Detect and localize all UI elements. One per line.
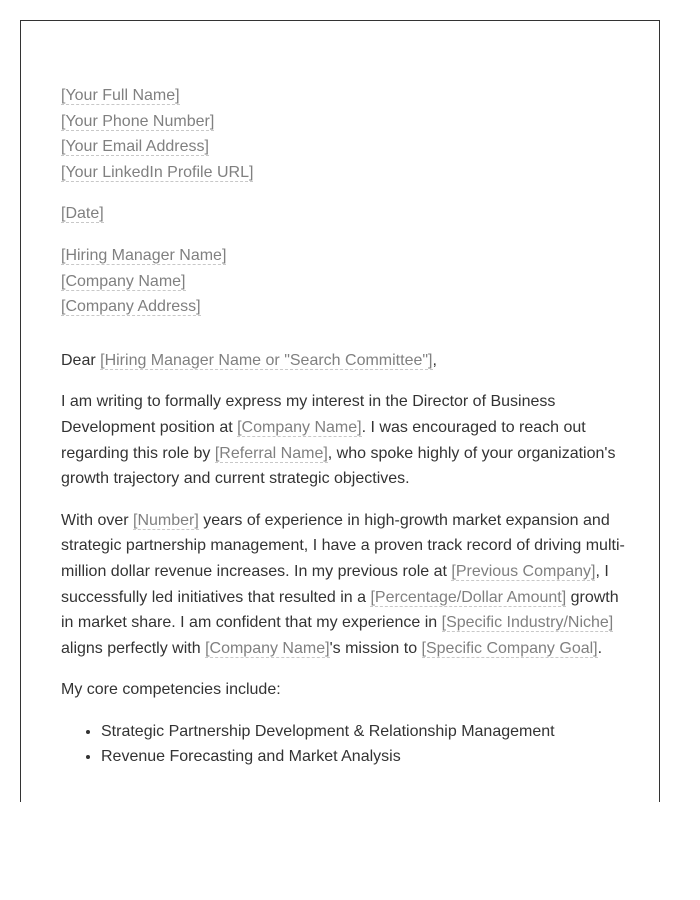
recipient-block: [61, 243, 631, 320]
recipient-manager[interactable]: [Hiring Manager Name]: [61, 246, 227, 264]
sender-email[interactable]: [Your Email Address]: [61, 138, 209, 156]
paragraph-intro: [61, 389, 631, 491]
sender-phone[interactable]: [Your Phone Number]: [61, 112, 215, 130]
placeholder-company-name[interactable]: [Company Name]: [237, 418, 362, 436]
competencies-list: [61, 719, 631, 770]
placeholder-company-name[interactable]: [Company Name]: [205, 639, 330, 657]
sender-full-name[interactable]: [Your Full Name]: [61, 87, 180, 104]
placeholder-company-goal[interactable]: [Specific Company Goal]: [421, 639, 598, 657]
sender-block: [61, 83, 631, 185]
paragraph-text: 's mission to: [329, 639, 422, 657]
salutation-name[interactable]: [Hiring Manager Name or "Search Committee"]: [100, 351, 433, 369]
list-item: • Revenue Forecasting and Market Analysis: [101, 744, 631, 770]
date-block: [61, 201, 631, 227]
paragraph-text: growth in market share. I am confident that my experience in: [61, 588, 619, 632]
salutation: [61, 348, 631, 374]
paragraph-text: I am writing to formally express my interest in the Director of Business Development position at: [61, 393, 556, 436]
letter-body: [61, 83, 631, 770]
paragraph-text: , I successfully led initiatives that resulted in a: [61, 562, 609, 606]
letter-date[interactable]: [Date]: [61, 205, 104, 223]
paragraph-text: .: [597, 639, 603, 657]
paragraph-text: years of experience in high-growth market expansion and strategic partnership management, I have a proven track record of driving multi-million dollar revenue increases. In my previous role at: [61, 511, 625, 580]
competencies-intro: My core competencies include:: [61, 681, 281, 699]
sender-linkedin[interactable]: [Your LinkedIn Profile URL]: [61, 163, 254, 181]
recipient-address[interactable]: [Company Address]: [61, 298, 201, 316]
paragraph-text: aligns perfectly with: [61, 639, 206, 657]
placeholder-referral-name[interactable]: [Referral Name]: [214, 444, 328, 462]
paragraph-text: , who spoke highly of your organization's growth trajectory and current strategic objectives.: [61, 444, 616, 488]
salutation-suffix: ,: [432, 351, 437, 369]
placeholder-number[interactable]: [Number]: [133, 511, 199, 529]
recipient-company[interactable]: [Company Name]: [61, 272, 186, 290]
salutation-prefix: Dear: [61, 351, 101, 369]
placeholder-industry[interactable]: [Specific Industry/Niche]: [441, 614, 614, 632]
paragraph-text: With over: [61, 511, 134, 529]
document-page: [20, 20, 660, 802]
paragraph-experience: [61, 508, 631, 662]
placeholder-previous-company[interactable]: [Previous Company]: [451, 562, 596, 580]
placeholder-amount[interactable]: [Percentage/Dollar Amount]: [370, 588, 567, 606]
list-item: • Strategic Partnership Development & Relationship Management: [101, 719, 631, 745]
paragraph-text: . I was encouraged to reach out regarding this role by: [61, 418, 586, 462]
